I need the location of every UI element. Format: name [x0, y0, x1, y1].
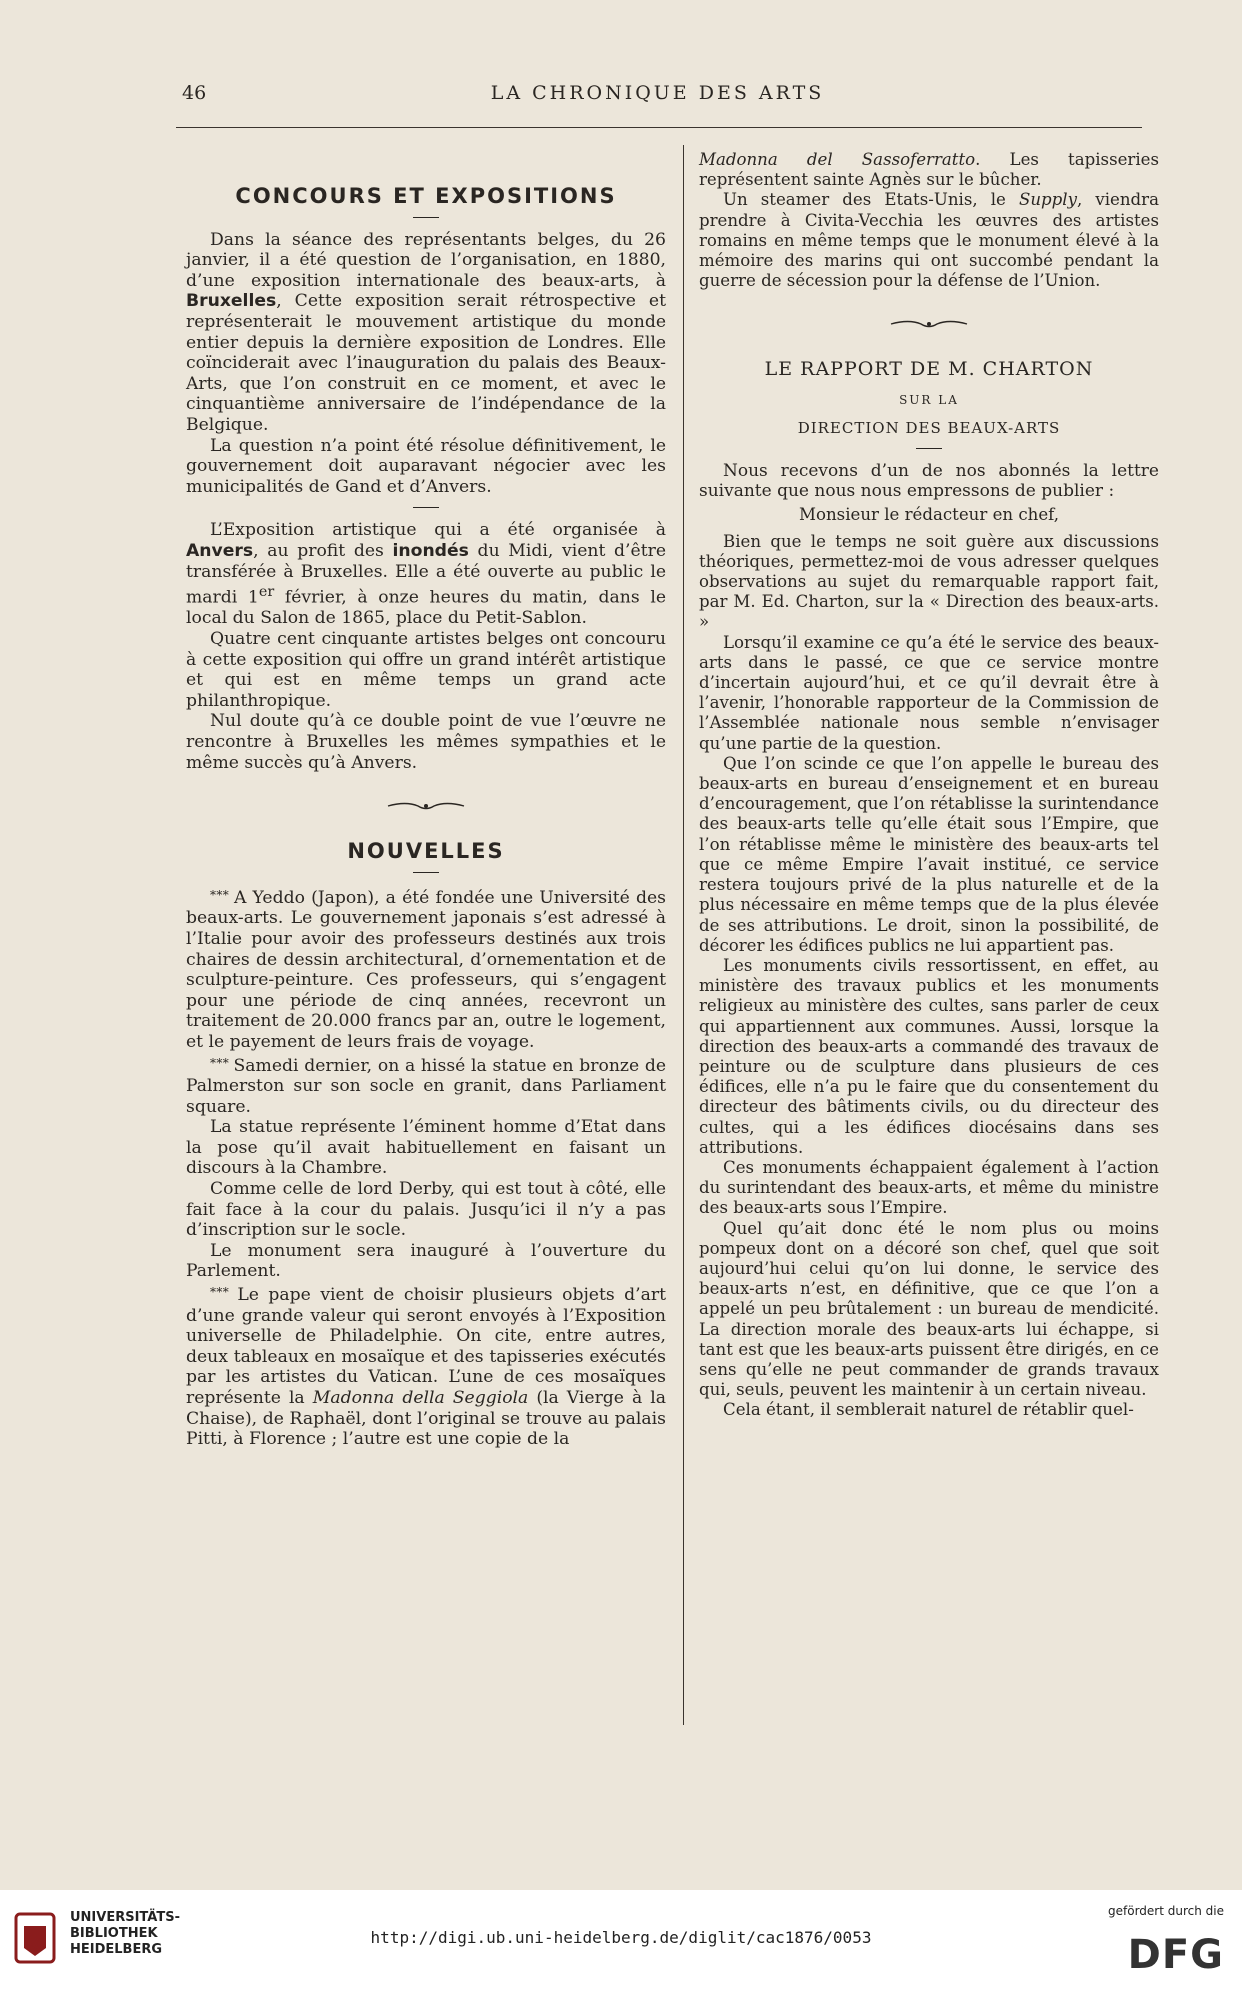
short-rule — [916, 448, 942, 449]
dfg-logo: DFG — [1127, 1932, 1224, 1978]
short-rule — [413, 507, 439, 508]
paragraph: Les monuments civils ressortissent, en effet, au ministère des travaux publics et les monuments religieux au ministère des cultes, sans parler de ceux qui appartiennent aux communes. Aussi, lorsque la direction des beaux-arts a commandé des travaux de peinture ou de sculpture dans plusieurs de ces édifices, elle n’a pu le faire que du consentement du directeur des bâtiments civils, ou du directeur des cultes, qui a les édifices diocésains dans ses attributions. — [699, 955, 1159, 1157]
funding-note: gefördert durch die — [1108, 1904, 1224, 1918]
paragraph: Quatre cent cinquante artistes belges ont concouru à cette exposition qui offre un grand intérêt artistique et qui est en même temps un grand acte philanthropique. — [186, 629, 666, 711]
asterism: * * * — [210, 887, 228, 902]
right-column-inner — [683, 150, 1159, 1421]
artwork-title: Madonna del Sassoferratto — [699, 150, 976, 169]
paragraph: Ces monuments échappaient également à l’action du surintendant des beaux-arts, et même du ministre des beaux-arts sous l’Empire. — [699, 1157, 1159, 1218]
paragraph: La question n’a point été résolue définitivement, le gouvernement doit auparavant négocier avec les municipalités de Gand et d’Anvers. — [186, 435, 666, 497]
article-title: LE RAPPORT DE M. CHARTON — [764, 358, 1094, 381]
news-item: * * * A Yeddo (Japon), a été fondée une Université des beaux-arts. Le gouvernement japonais s’est adressé à l’Italie pour avoir des professeurs destinés aux trois chaires de dessin architectural, d’ornementation et de sculpture-peinture. Ces professeurs, qui s’engagent pour une période de cinq années, recevront un traitement de 20.000 francs par an, outre le logement, et le payement de leurs frais de voyage. — [186, 887, 666, 1052]
section-title-concours: CONCOURS ET EXPOSITIONS — [235, 184, 617, 208]
paragraph: Quel qu’ait donc été le nom plus ou moins pompeux dont on a décoré son chef, quel que soit aujourd’hui celui qu’on lui donne, le service des beaux-arts n’est, en définitive, que ce que l’on a appelé un peu brûtalement : un bureau de mendicité. La direction morale des beaux-arts lui échappe, si tant est que les beaux-arts puissent être dirigés, en ce sens qu’elle ne peut commander de grands travaux qui, seuls, peuvent les maintenir à un certain niveau. — [699, 1218, 1159, 1400]
asterism: * * * — [210, 1285, 228, 1300]
header-rule — [176, 127, 1142, 128]
ornament-divider — [386, 799, 466, 813]
paragraph: Le monument sera inauguré à l’ouverture du Parlement. — [186, 1240, 666, 1282]
asterism: * * * — [210, 1055, 228, 1070]
paragraph: Que l’on scinde ce que l’on appelle le bureau des beaux-arts en bureau d’enseignement et en bureau d’encouragement, que l’on rétablisse la surintendance des beaux-arts telle qu’elle était sous l’Empire, que l’on rétablisse même le ministère des beaux-arts tel que ce même Empire l’avait institué, ce service restera toujours privé de la plus naturelle et de la plus nécessaire en même temps que de la plus élevée de ses attributions. Le droit, sinon la possibilité, de décorer les édifices publics ne lui appartient pas. — [699, 753, 1159, 955]
source-url-link[interactable]: http://digi.ub.uni-heidelberg.de/diglit/cac1876/0053 — [370, 1928, 872, 1947]
news-item: * * * Le pape vient de choisir plusieurs objets d’art d’une grande valeur qui seront envoyés à l’Exposition universelle de Philadelphie. On cite, entre autres, deux tableaux en mosaïque et des tapisseries exécutés par les artistes du Vatican. L’une de ces mosaïques représente la Madonna della Seggiola (la Vierge à la Chaise), de Raphaël, dont l’original se trouve au palais Pitti, à Florence ; l’autre est une copie de la — [186, 1285, 667, 1450]
article-subtitle-connector: SUR LA — [899, 392, 959, 407]
emphasis: Anvers — [186, 540, 254, 561]
paragraph: Lorsqu’il examine ce qu’a été le service des beaux-arts dans le passé, ce que ce service montre d’incertain aujourd’hui, et ce qu’il devrait être à l’avenir, l’honorable rapporteur de la Commission de l’Assemblée nationale nous semble n’envisager qu’une partie de la question. — [699, 632, 1159, 753]
footer-bar — [0, 1890, 1242, 1989]
section-title-nouvelles: NOUVELLES — [347, 839, 505, 864]
emphasis: inondés — [392, 540, 469, 561]
paragraph: L’Exposition artistique qui a été organisée à Anvers, au profit des inondés du Midi, vient d’être transférée à Bruxelles. Elle a été ouverte au public le mardi 1er février, à onze heures du matin, dans le local du Salon de 1865, place du Petit-Sablon. — [186, 520, 666, 629]
paragraph: La statue représente l’éminent homme d’Etat dans la pose qu’il avait habituellement en faisant un discours à la Chambre. — [186, 1117, 666, 1179]
journal-title: LA CHRONIQUE DES ARTS — [490, 82, 825, 104]
running-head — [170, 82, 1145, 116]
paragraph: Cela étant, il semblerait naturel de rétablir quel- — [723, 1400, 1134, 1420]
short-rule — [413, 872, 439, 873]
emphasis: Bruxelles — [186, 291, 277, 312]
ornament-divider — [889, 317, 969, 331]
paragraph: Nous recevons d’un de nos abonnés la lettre suivante que nous nous empressons de publier : — [699, 461, 1159, 502]
short-rule — [413, 217, 439, 218]
paragraph: Comme celle de lord Derby, qui est tout à côté, elle fait face à la cour du palais. Jusqu’ici il n’y a pas d’inscription sur le socle. — [186, 1179, 666, 1241]
left-column — [186, 150, 666, 1450]
paragraph: Un steamer des Etats-Unis, le Supply, viendra prendre à Civita-Vecchia les œuvres des artistes romains en même temps que le monument élevé à la mémoire des marins qui ont succombé pendant la guerre de sécession pour la défense de l’Union. — [699, 190, 1160, 291]
page-number: 46 — [182, 82, 207, 104]
paragraph: Nul doute qu’à ce double point de vue l’œuvre ne rencontre à Bruxelles les mêmes sympathies et le même succès qu’à Anvers. — [186, 711, 666, 773]
right-column — [683, 150, 1159, 1421]
salutation: Monsieur le rédacteur en chef, — [799, 505, 1059, 525]
paragraph: Madonna del Sassoferratto. Les tapisseries représentent sainte Agnès sur le bûcher. — [699, 150, 1159, 190]
news-item: * * * Samedi dernier, on a hissé la statue en bronze de Palmerston sur son socle en granit, dans Parliament square. — [186, 1055, 667, 1117]
paragraph: Dans la séance des représentants belges, du 26 janvier, il a été question de l’organisation, en 1880, d’une exposition internationale des beaux-arts, à Bruxelles, Cette exposition serait rétrospective et représenterait le mouvement artistique du monde entier depuis la dernière exposition de Londres. Elle coïnciderait avec l’inauguration du palais des Beaux-Arts, que l’on construit en ce moment, et avec le cinquantième anniversaire de l’indépendance de la Belgique. — [186, 229, 666, 435]
ship-name: Supply — [1018, 190, 1077, 210]
artwork-title: Madonna della Seggiola — [312, 1388, 529, 1409]
paragraph: Bien que le temps ne soit guère aux discussions théoriques, permettez-moi de vous adresser quelques observations au sujet du remarquable rapport fait, par M. Ed. Charton, sur la « Direction des beaux-arts. » — [699, 531, 1159, 632]
article-subtitle: DIRECTION DES BEAUX-ARTS — [797, 418, 1061, 437]
university-name: UNIVERSITÄTS- BIBLIOTHEK HEIDELBERG — [70, 1910, 180, 1957]
